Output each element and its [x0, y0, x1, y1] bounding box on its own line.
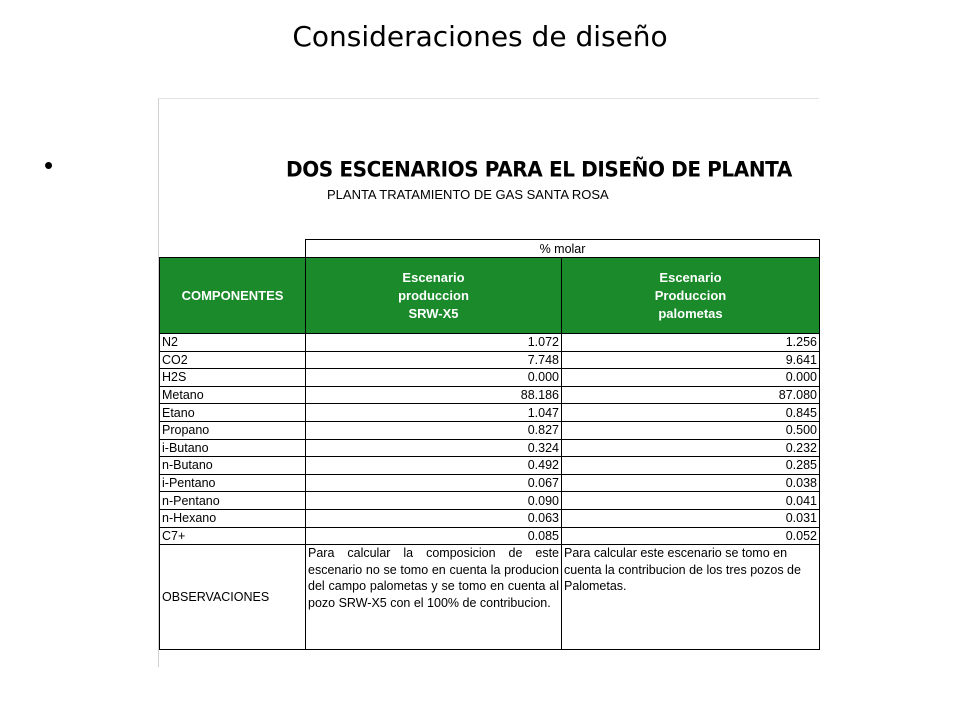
scenario2-value: 0.038 — [562, 474, 820, 492]
component-name: i-Butano — [160, 439, 306, 457]
component-name: N2 — [160, 334, 306, 352]
scenario1-observation: Para calcular la composicion de este escenario no se tomo en cuenta la producion del campo palometas y se tomo en cuenta al pozo SRW-X5 con el 100% de contribucion. — [306, 545, 562, 650]
scenario2-header-line2: Produccion — [654, 287, 727, 303]
scenario1-value: 0.492 — [306, 457, 562, 475]
scenario1-header-line2: produccion — [398, 287, 469, 303]
scenario2-value: 0.845 — [562, 404, 820, 422]
scenario1-value: 0.090 — [306, 492, 562, 510]
scenario1-value: 1.047 — [306, 404, 562, 422]
table-heading: DOS ESCENARIOS PARA EL DISEÑO DE PLANTA — [286, 156, 792, 182]
table-row — [160, 509, 820, 527]
scenario2-value: 9.641 — [562, 351, 820, 369]
component-name: n-Hexano — [160, 509, 306, 527]
component-name: n-Butano — [160, 457, 306, 475]
scenario1-header-line1: Escenario — [402, 269, 465, 285]
bullet-point: • — [44, 150, 54, 180]
observations-label: OBSERVACIONES — [160, 545, 306, 650]
scenario1-value: 0.067 — [306, 474, 562, 492]
unit-header: % molar — [306, 240, 820, 258]
scenario2-value: 0.232 — [562, 439, 820, 457]
spreadsheet-image — [158, 98, 819, 667]
scenario2-header — [562, 258, 820, 334]
scenario1-value: 0.000 — [306, 369, 562, 387]
slide-title: Consideraciones de diseño — [292, 20, 668, 53]
scenario2-value: 0.285 — [562, 457, 820, 475]
table-row — [160, 334, 820, 352]
component-name: C7+ — [160, 527, 306, 545]
component-name: Metano — [160, 386, 306, 404]
components-header: COMPONENTES — [160, 258, 306, 334]
scenario2-value: 0.000 — [562, 369, 820, 387]
scenario2-observation: Para calcular este escenario se tomo en cuenta la contribucion de los tres pozos de Palometas. — [562, 545, 820, 650]
component-name: i-Pentano — [160, 474, 306, 492]
table-row — [160, 369, 820, 387]
component-name: Etano — [160, 404, 306, 422]
table-subheading: PLANTA TRATAMIENTO DE GAS SANTA ROSA — [327, 187, 609, 202]
scenario2-value: 0.052 — [562, 527, 820, 545]
column-header-row — [160, 258, 820, 334]
observations-row — [160, 545, 820, 650]
table-row — [160, 386, 820, 404]
scenario1-value: 1.072 — [306, 334, 562, 352]
table-row — [160, 404, 820, 422]
composition-table — [159, 239, 820, 650]
scenario2-header-line3: palometas — [658, 305, 723, 321]
unit-header-row — [160, 240, 820, 258]
scenario2-value: 0.500 — [562, 421, 820, 439]
scenario2-value: 0.041 — [562, 492, 820, 510]
scenario1-value: 0.827 — [306, 421, 562, 439]
scenario2-header-line1: Escenario — [659, 269, 722, 285]
component-name: H2S — [160, 369, 306, 387]
table-row — [160, 474, 820, 492]
scenario1-value: 88.186 — [306, 386, 562, 404]
table-row — [160, 439, 820, 457]
blank-cell — [160, 240, 306, 258]
scenario2-value: 0.031 — [562, 509, 820, 527]
scenario1-header-line3: SRW-X5 — [408, 305, 459, 321]
table-row — [160, 527, 820, 545]
component-name: CO2 — [160, 351, 306, 369]
scenario1-value: 7.748 — [306, 351, 562, 369]
scenario1-value: 0.063 — [306, 509, 562, 527]
scenario2-value: 87.080 — [562, 386, 820, 404]
table-row — [160, 421, 820, 439]
component-name: Propano — [160, 421, 306, 439]
component-name: n-Pentano — [160, 492, 306, 510]
table-row — [160, 492, 820, 510]
table-row — [160, 457, 820, 475]
scenario2-value: 1.256 — [562, 334, 820, 352]
table-row — [160, 351, 820, 369]
scenario1-value: 0.085 — [306, 527, 562, 545]
scenario1-value: 0.324 — [306, 439, 562, 457]
scenario1-header — [306, 258, 562, 334]
